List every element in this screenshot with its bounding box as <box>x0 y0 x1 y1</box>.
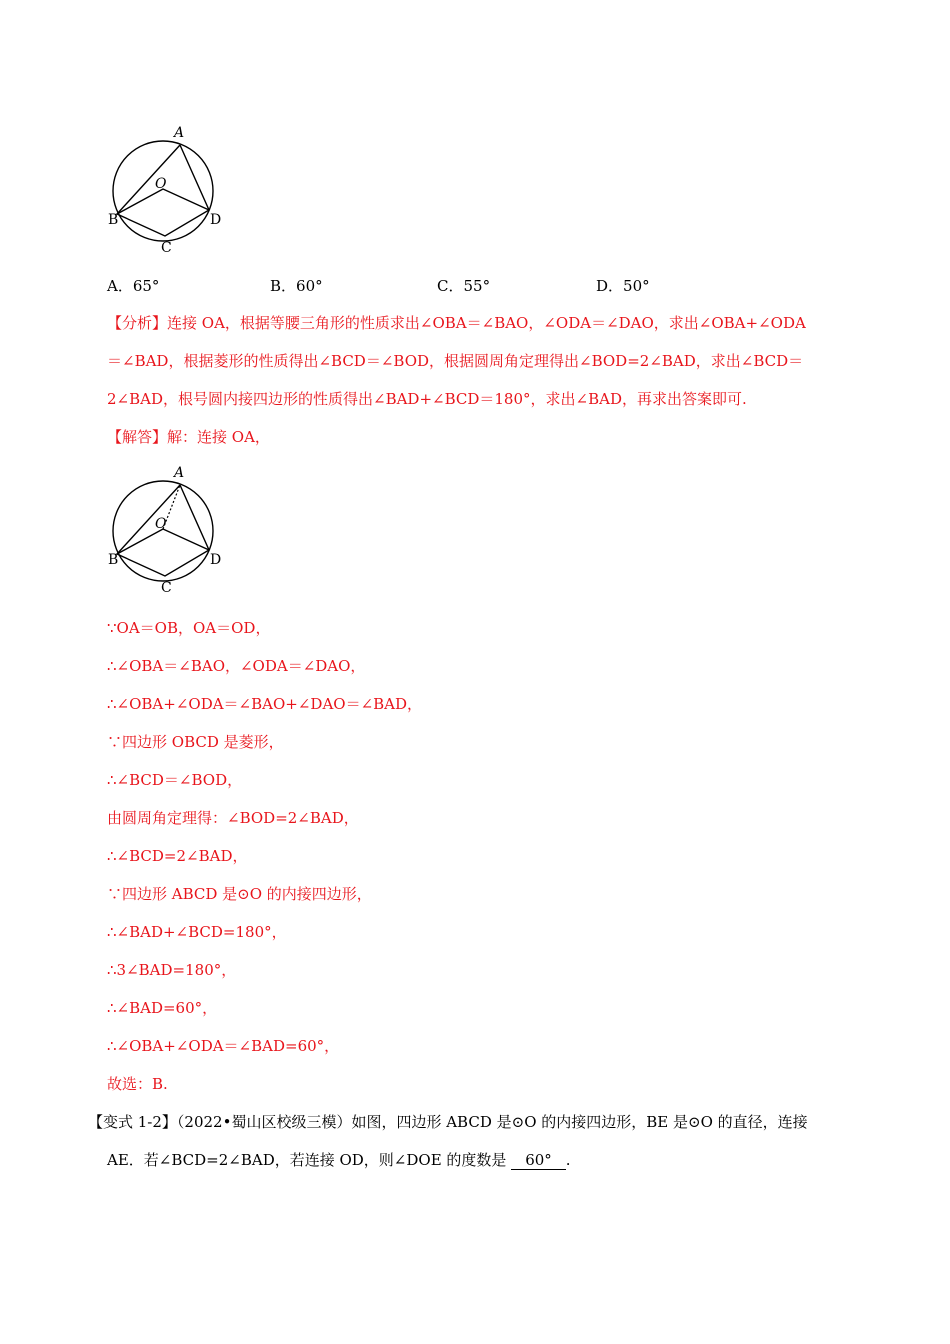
solution-step: ∴∠OBA＝∠BAO，∠ODA＝∠DAO， <box>107 657 366 675</box>
label-d: D <box>210 212 222 228</box>
variant-question-text: AE．若∠BCD=2∠BAD，若连接 OD，则∠DOE 的度数是 <box>107 1151 507 1169</box>
option-d: D．50° <box>596 277 650 295</box>
answer-blank: 60° <box>511 1151 566 1170</box>
solution-step: ∴∠BCD=2∠BAD， <box>107 847 248 865</box>
solution-step: ∵OA＝OB，OA＝OD， <box>107 619 271 637</box>
option-c: C．55° <box>437 277 491 295</box>
variant-question-end: . <box>565 1151 571 1169</box>
label-o: O <box>155 176 167 192</box>
label-c: C <box>161 240 172 256</box>
label-b: B <box>108 552 119 568</box>
label-a: A <box>174 125 185 141</box>
option-b: B．60° <box>270 277 323 295</box>
label-a: A <box>174 465 185 481</box>
solution-step: ∴∠BCD＝∠BOD， <box>107 771 243 789</box>
variant-question-line-2 <box>107 1150 571 1170</box>
circle-figure-1 <box>100 118 240 258</box>
solution-step: ∴3∠BAD=180°， <box>107 961 237 979</box>
analysis-line-2: ＝∠BAD，根据菱形的性质得出∠BCD＝∠BOD，根据圆周角定理得出∠BOD=2∠BAD，求出∠BCD＝ <box>107 352 804 370</box>
solution-step: ∵四边形 ABCD 是⊙O 的内接四边形， <box>107 885 372 903</box>
label-d: D <box>210 552 222 568</box>
analysis-line-3: 2∠BAD，根号圆内接四边形的性质得出∠BAD+∠BCD＝180°，求出∠BAD，再求出答案即可. <box>107 390 747 408</box>
solution-step: ∴∠BAD+∠BCD=180°， <box>107 923 287 941</box>
solution-intro: 【解答】解：连接 OA， <box>107 428 270 446</box>
solution-step: ∵四边形 OBCD 是菱形， <box>107 733 284 751</box>
variant-question-line-1: 【变式 1-2】（2022•蜀山区校级三模）如图，四边形 ABCD 是⊙O 的内接四边形，BE 是⊙O 的直径，连接 <box>88 1113 808 1131</box>
solution-step: ∴∠OBA+∠ODA＝∠BAO+∠DAO＝∠BAD， <box>107 695 423 713</box>
label-c: C <box>161 580 172 596</box>
solution-choice: 故选：B. <box>107 1075 168 1093</box>
label-o: O <box>155 516 167 532</box>
analysis-line-1: 【分析】连接 OA，根据等腰三角形的性质求出∠OBA＝∠BAO，∠ODA＝∠DAO，求出∠OBA+∠ODA <box>107 314 806 332</box>
solution-step: ∴∠BAD=60°， <box>107 999 218 1017</box>
circle-figure-2 <box>100 458 240 598</box>
option-a: A．65° <box>107 277 160 295</box>
label-b: B <box>108 212 119 228</box>
solution-step: 由圆周角定理得：∠BOD=2∠BAD， <box>107 809 359 827</box>
solution-step: ∴∠OBA+∠ODA＝∠BAD=60°， <box>107 1037 340 1055</box>
